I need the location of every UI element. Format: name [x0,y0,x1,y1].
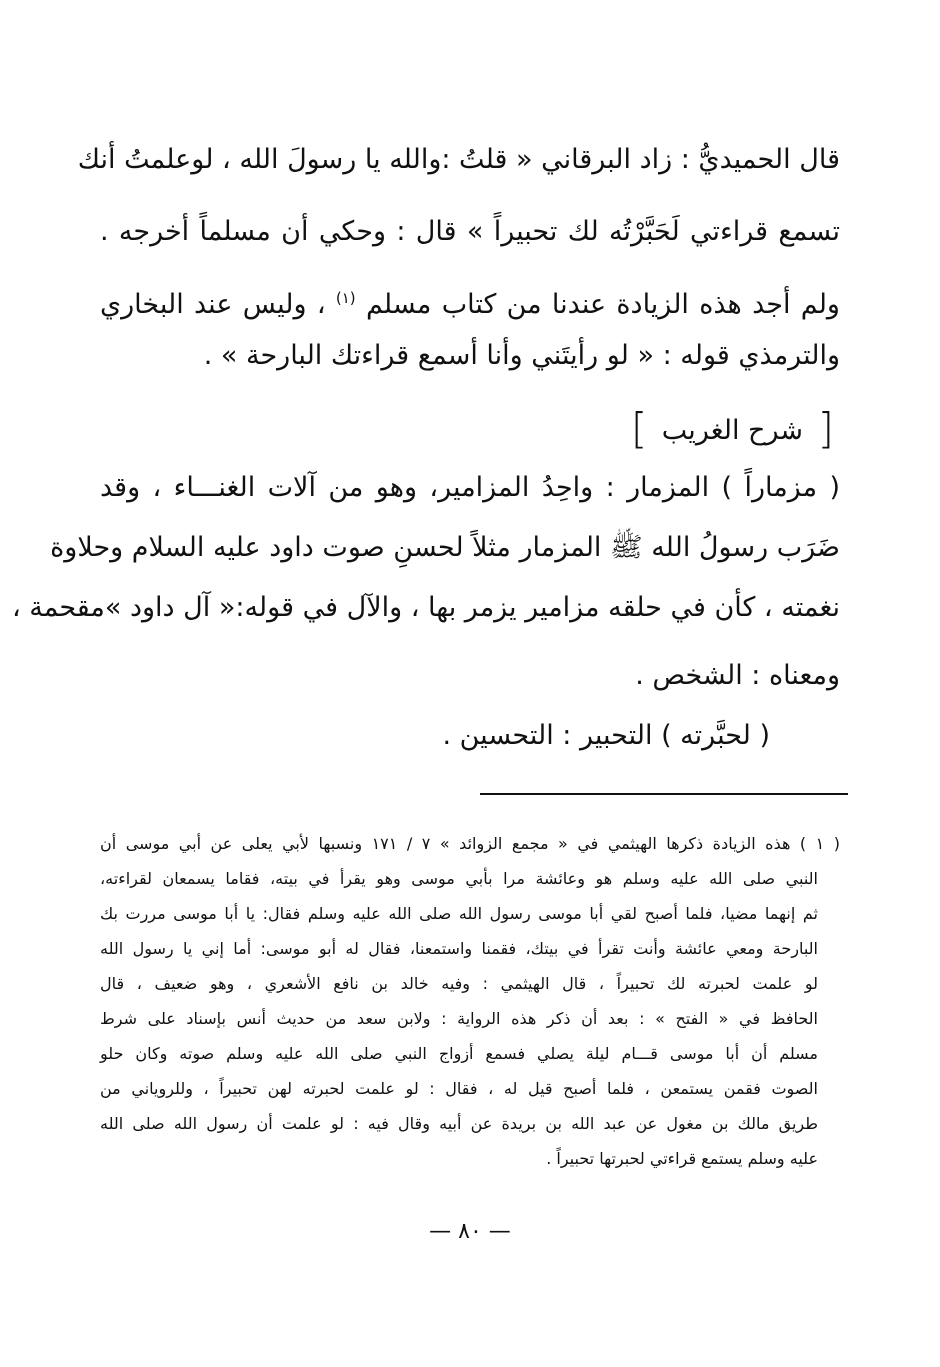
footnote-line-7: مسلم أن أبا موسى قـــام ليلة يصلي فسمع أزواج النبي صلى الله عليه وسلم صوته وكان حلو [100,1044,818,1063]
gloss-line-1: ( مزماراً ) المزمار : واحِدُ المزامير، وهو من آلات الغنـــاء ، وقد [100,472,840,503]
footnote-line-6: الحافظ في « الفتح » : بعد أن ذكر هذه الرواية : ولابن سعد من حديث أنس بإسناد على شرط [100,1009,818,1028]
footnote-line-5: لو علمت لحبرته لك تحبيراً ، قال الهيثمي : وفيه خالد بن نافع الأشعري ، وهو ضعيف ، قال [100,974,818,993]
heading-bracket-open: [ [817,404,834,453]
heading-text: شرح الغريب [661,415,804,446]
footnote-line-3: ثم إنهما مضيا، فلما أصبح لقي أبا موسى رسول الله صلى الله عليه وسلم فقال: يا أبا موسى مررت بك [100,904,818,923]
section-heading [625,402,840,456]
gloss-line-4: ومعناه : الشخص . [635,660,840,691]
gloss-line-2: ضَرَب رسولُ الله ﷺ المزمار مثلاً لحسنِ صوت داود عليه السلام وحلاوة [50,532,840,563]
footnote-line-1: ( ١ ) هذه الزيادة ذكرها الهيثمي في « مجمع الزوائد » ٧ / ١٧١ ونسبها لأبي يعلى عن أبي موسى أن [100,834,841,853]
footnote-reference: (١) [335,289,356,307]
footnote-line-10: عليه وسلم يستمع قراءتي لحبرتها تحبيراً . [546,1149,818,1168]
footnote-line-2: النبي صلى الله عليه وسلم هو وعائشة مرا بأبي موسى وهو يقرأ في بيته، فقاما يسمعان لقراءته، [100,869,818,888]
body-line-1: قال الحميديُّ : زاد البرقاني « قلتُ :والله يا رسولَ الله ، لوعلمتُ أنك [77,144,840,175]
body-line-3-text: ولم أجد هذه الزيادة عندنا من كتاب مسلم [365,289,840,320]
body-line-3-tail: ، وليس عند البخاري [100,289,326,320]
body-line-2: تسمع قراءتي لَحَبَّرْتُه لك تحبيراً » قال : وحكي أن مسلماً أخرجه . [100,216,840,247]
gloss-line-5-text: ( لحبَّرته ) التحبير : التحسين . [442,720,770,751]
footnote-line-8: الصوت فقمن يستمعن ، فلما أصبح قيل له ، فقال : لو علمت لحبرته لهن تحبيراً ، وللروياني من [100,1079,818,1098]
footnote-line-9: طريق مالك بن مغول عن عبد الله بن بريدة عن أبيه وقال فيه : لو علمت أن رسول الله صلى الله [100,1114,818,1133]
page-number: — ٨٠ — [429,1219,511,1244]
footnote-divider [480,793,848,795]
gloss-line-3: نغمته ، كأن في حلقه مزامير يزمر بها ، والآل في قوله:« آل داود »مقحمة ، [11,592,840,623]
body-line-4: والترمذي قوله : « لو رأيتَني وأنا أسمع قراءتك البارحة » . [203,340,840,371]
footnote-line-4: البارحة ومعي عائشة وأنت تقرأ في بيتك، فقمنا واستمعنا، فقال له أبو موسى: أما إني يا رسول الله [100,939,818,958]
gloss-line-5 [100,710,840,762]
body-line-3 [100,272,840,324]
heading-bracket-close: ] [630,404,648,453]
